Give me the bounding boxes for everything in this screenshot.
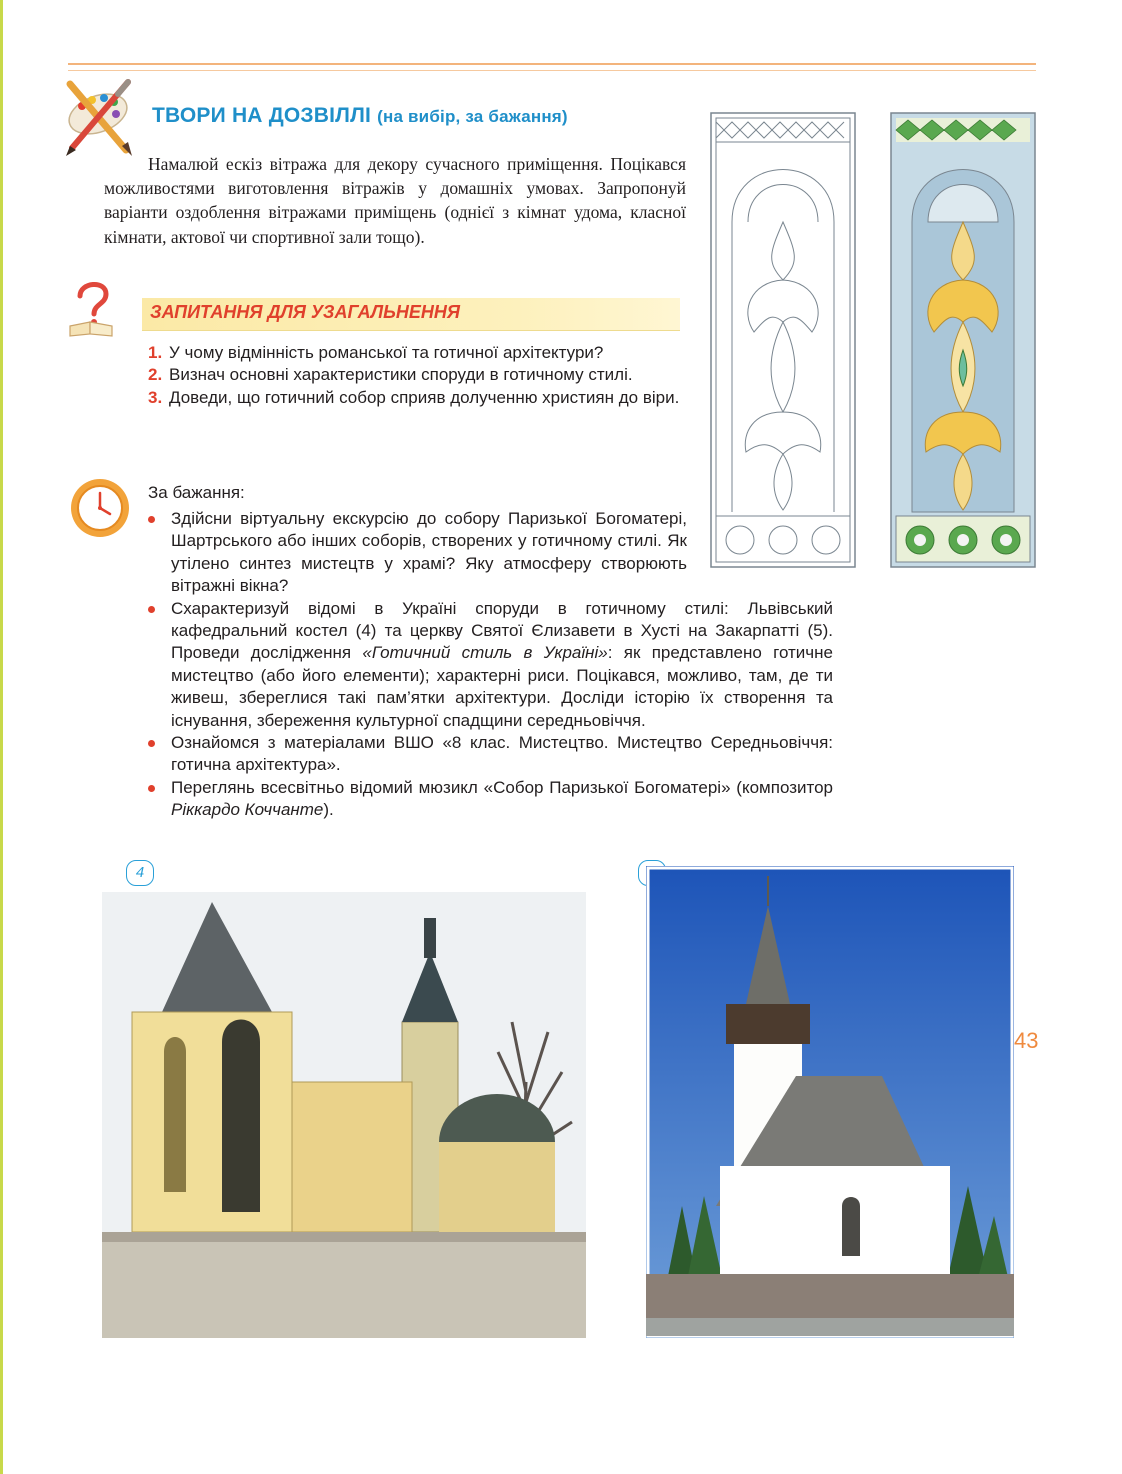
question-text: Визнач основні характеристики споруди в готичному стилі. (169, 365, 633, 385)
questions-list (148, 342, 688, 409)
stained-glass-colored (890, 112, 1036, 568)
khust-church-photo (646, 866, 1014, 1338)
list-item: Здійсни віртуальну екскурсію до собору Паризької Богоматері, Шартрського або інших соборів, створених у готичному стилі. Як утілено синтез мистецтв у храмі? Яку атмосферу створюють вітражні вікна? (146, 508, 687, 598)
list-item: Схарактеризуй відомі в Україні споруди в готичному стилі: Львівський кафедральний костел (4) та церкву Святої Єлизавети в Хусті на Закарпатті (5). Проведи дослідження «Готичний стиль в Україні»: як представлено готичне мистецтво (або його елементи); характерні риси. Поцікався, можливо, там, де ти живеш, збереглися такі пам’ятки архітектури. Досліди історію їх створення та існування, збереження культурної спадщини середньовіччя. (146, 598, 833, 732)
optional-label: За бажання: (148, 483, 245, 502)
list-item (148, 387, 688, 409)
clock-icon (68, 476, 132, 540)
figure-4-tag: 4 (126, 860, 154, 886)
questions-title: ЗАПИТАННЯ ДЛЯ УЗАГАЛЬНЕННЯ (150, 302, 461, 322)
list-item: Переглянь всесвітньо відомий мюзикл «Собор Паризької Богоматері» (композитор Ріккардо Коччанте). (146, 777, 833, 822)
lviv-cathedral-photo (102, 892, 586, 1338)
list-item (148, 364, 688, 386)
pencil-palette-icon (56, 76, 142, 158)
question-book-icon (66, 276, 118, 338)
stained-glass-sketch (710, 112, 856, 568)
question-number: 3. (148, 387, 163, 407)
page-edge-strip (0, 0, 3, 1474)
question-number: 1. (148, 343, 163, 362)
top-rule (68, 63, 1036, 65)
list-item: Ознайомся з матеріалами ВШО «8 клас. Мистецтво. Мистецтво Середньовіччя: готична архітектура». (146, 732, 833, 777)
page-number: 43 (1014, 1028, 1039, 1053)
question-text: У чому відмінність романської та готичної архітектури? (169, 343, 604, 362)
task-paragraph: Намалюй ескіз вітража для декору сучасного приміщення. Поцікався можливостями виготовлення вітражів у домашніх умовах. Запропонуй варіанти оздоблення вітражами приміщень (однієї з кімнат удома, класної кімнати, актової чи спортивної зали тощо). (104, 154, 686, 247)
question-text: Доведи, що готичний собор сприяв долученню християн до віри. (169, 387, 680, 407)
list-item (148, 342, 688, 364)
section-heading: ТВОРИ НА ДОЗВІЛЛІ (на вибір, за бажання) (152, 104, 568, 127)
question-number: 2. (148, 365, 163, 385)
top-rule-thin (68, 70, 1036, 71)
